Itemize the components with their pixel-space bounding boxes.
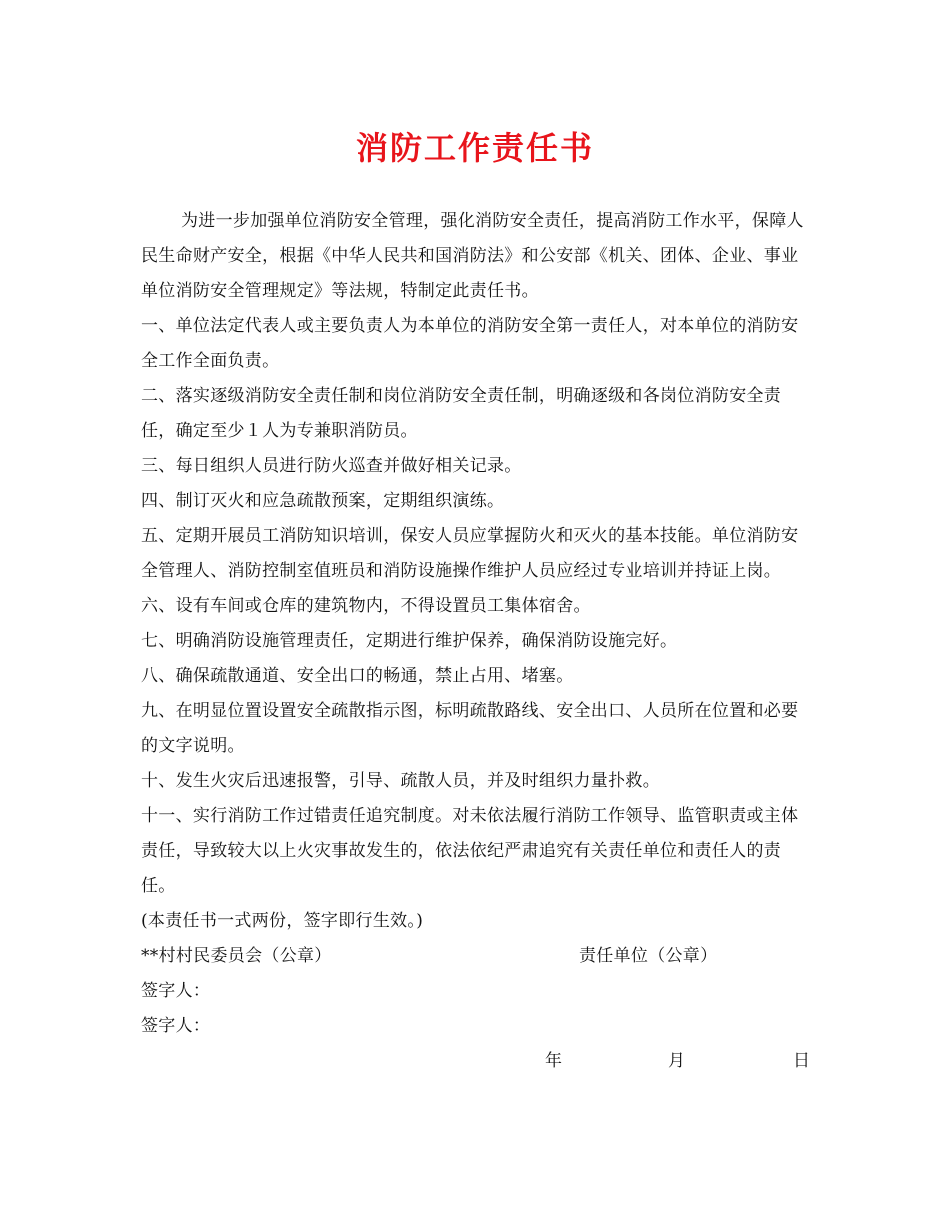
intro-paragraph: 为进一步加强单位消防安全管理，强化消防安全责任，提高消防工作水平，保障人民生命财产安全，根据《中华人民共和国消防法》和公安部《机关、团体、企业、事业单位消防安全管理规定》等法规，特制定此责任书。 [141, 211, 804, 301]
clause-5: 五、定期开展员工消防知识培训，保安人员应掌握防火和灭火的基本技能。单位消防安全管理人、消防控制室值班员和消防设施操作维护人员应经过专业培训并持证上岗。 [141, 526, 799, 581]
signer-b: 签字人： [141, 1016, 211, 1036]
document-body [141, 204, 813, 1079]
clause-10: 十、发生火灾后迅速报警，引导、疏散人员，并及时组织力量扑救。 [141, 771, 660, 791]
clause-1: 一、单位法定代表人或主要负责人为本单位的消防安全第一责任人，对本单位的消防安全工作全面负责。 [141, 316, 799, 371]
clause-9: 九、在明显位置设置安全疏散指示图，标明疏散路线、安全出口、人员所在位置和必要的文字说明。 [141, 701, 799, 756]
seal-row [141, 939, 813, 974]
clause-7: 七、明确消防设施管理责任，定期进行维护保养，确保消防设施完好。 [141, 631, 678, 651]
clause-6: 六、设有车间或仓库的建筑物内，不得设置员工集体宿舍。 [141, 596, 591, 616]
party-b-seal: 责任单位（公章） [579, 946, 718, 966]
clause-3: 三、每日组织人员进行防火巡查并做好相关记录。 [141, 456, 522, 476]
clause-2: 二、落实逐级消防安全责任制和岗位消防安全责任制，明确逐级和各岗位消防安全责任，确定至少１人为专兼职消防员。 [141, 386, 782, 441]
document-title: 消防工作责任书 [355, 129, 594, 167]
date-month: 月 [668, 1051, 686, 1071]
clause-4: 四、制订灭火和应急疏散预案，定期组织演练。 [141, 491, 505, 511]
date-day: 日 [793, 1051, 811, 1071]
clause-11: 十一、实行消防工作过错责任追究制度。对未依法履行消防工作领导、监管职责或主体责任，导致较大以上火灾事故发生的，依法依纪严肃追究有关责任单位和责任人的责任。 [141, 806, 799, 896]
date-row [141, 1044, 813, 1079]
effective-note: (本责任书一式两份，签字即行生效。) [141, 911, 424, 931]
signer-a: 签字人： [141, 981, 211, 1001]
party-a-seal: **村村民委员会（公章） [141, 946, 332, 966]
clause-8: 八、确保疏散通道、安全出口的畅通，禁止占用、堵塞。 [141, 666, 574, 686]
date-year: 年 [545, 1051, 563, 1071]
